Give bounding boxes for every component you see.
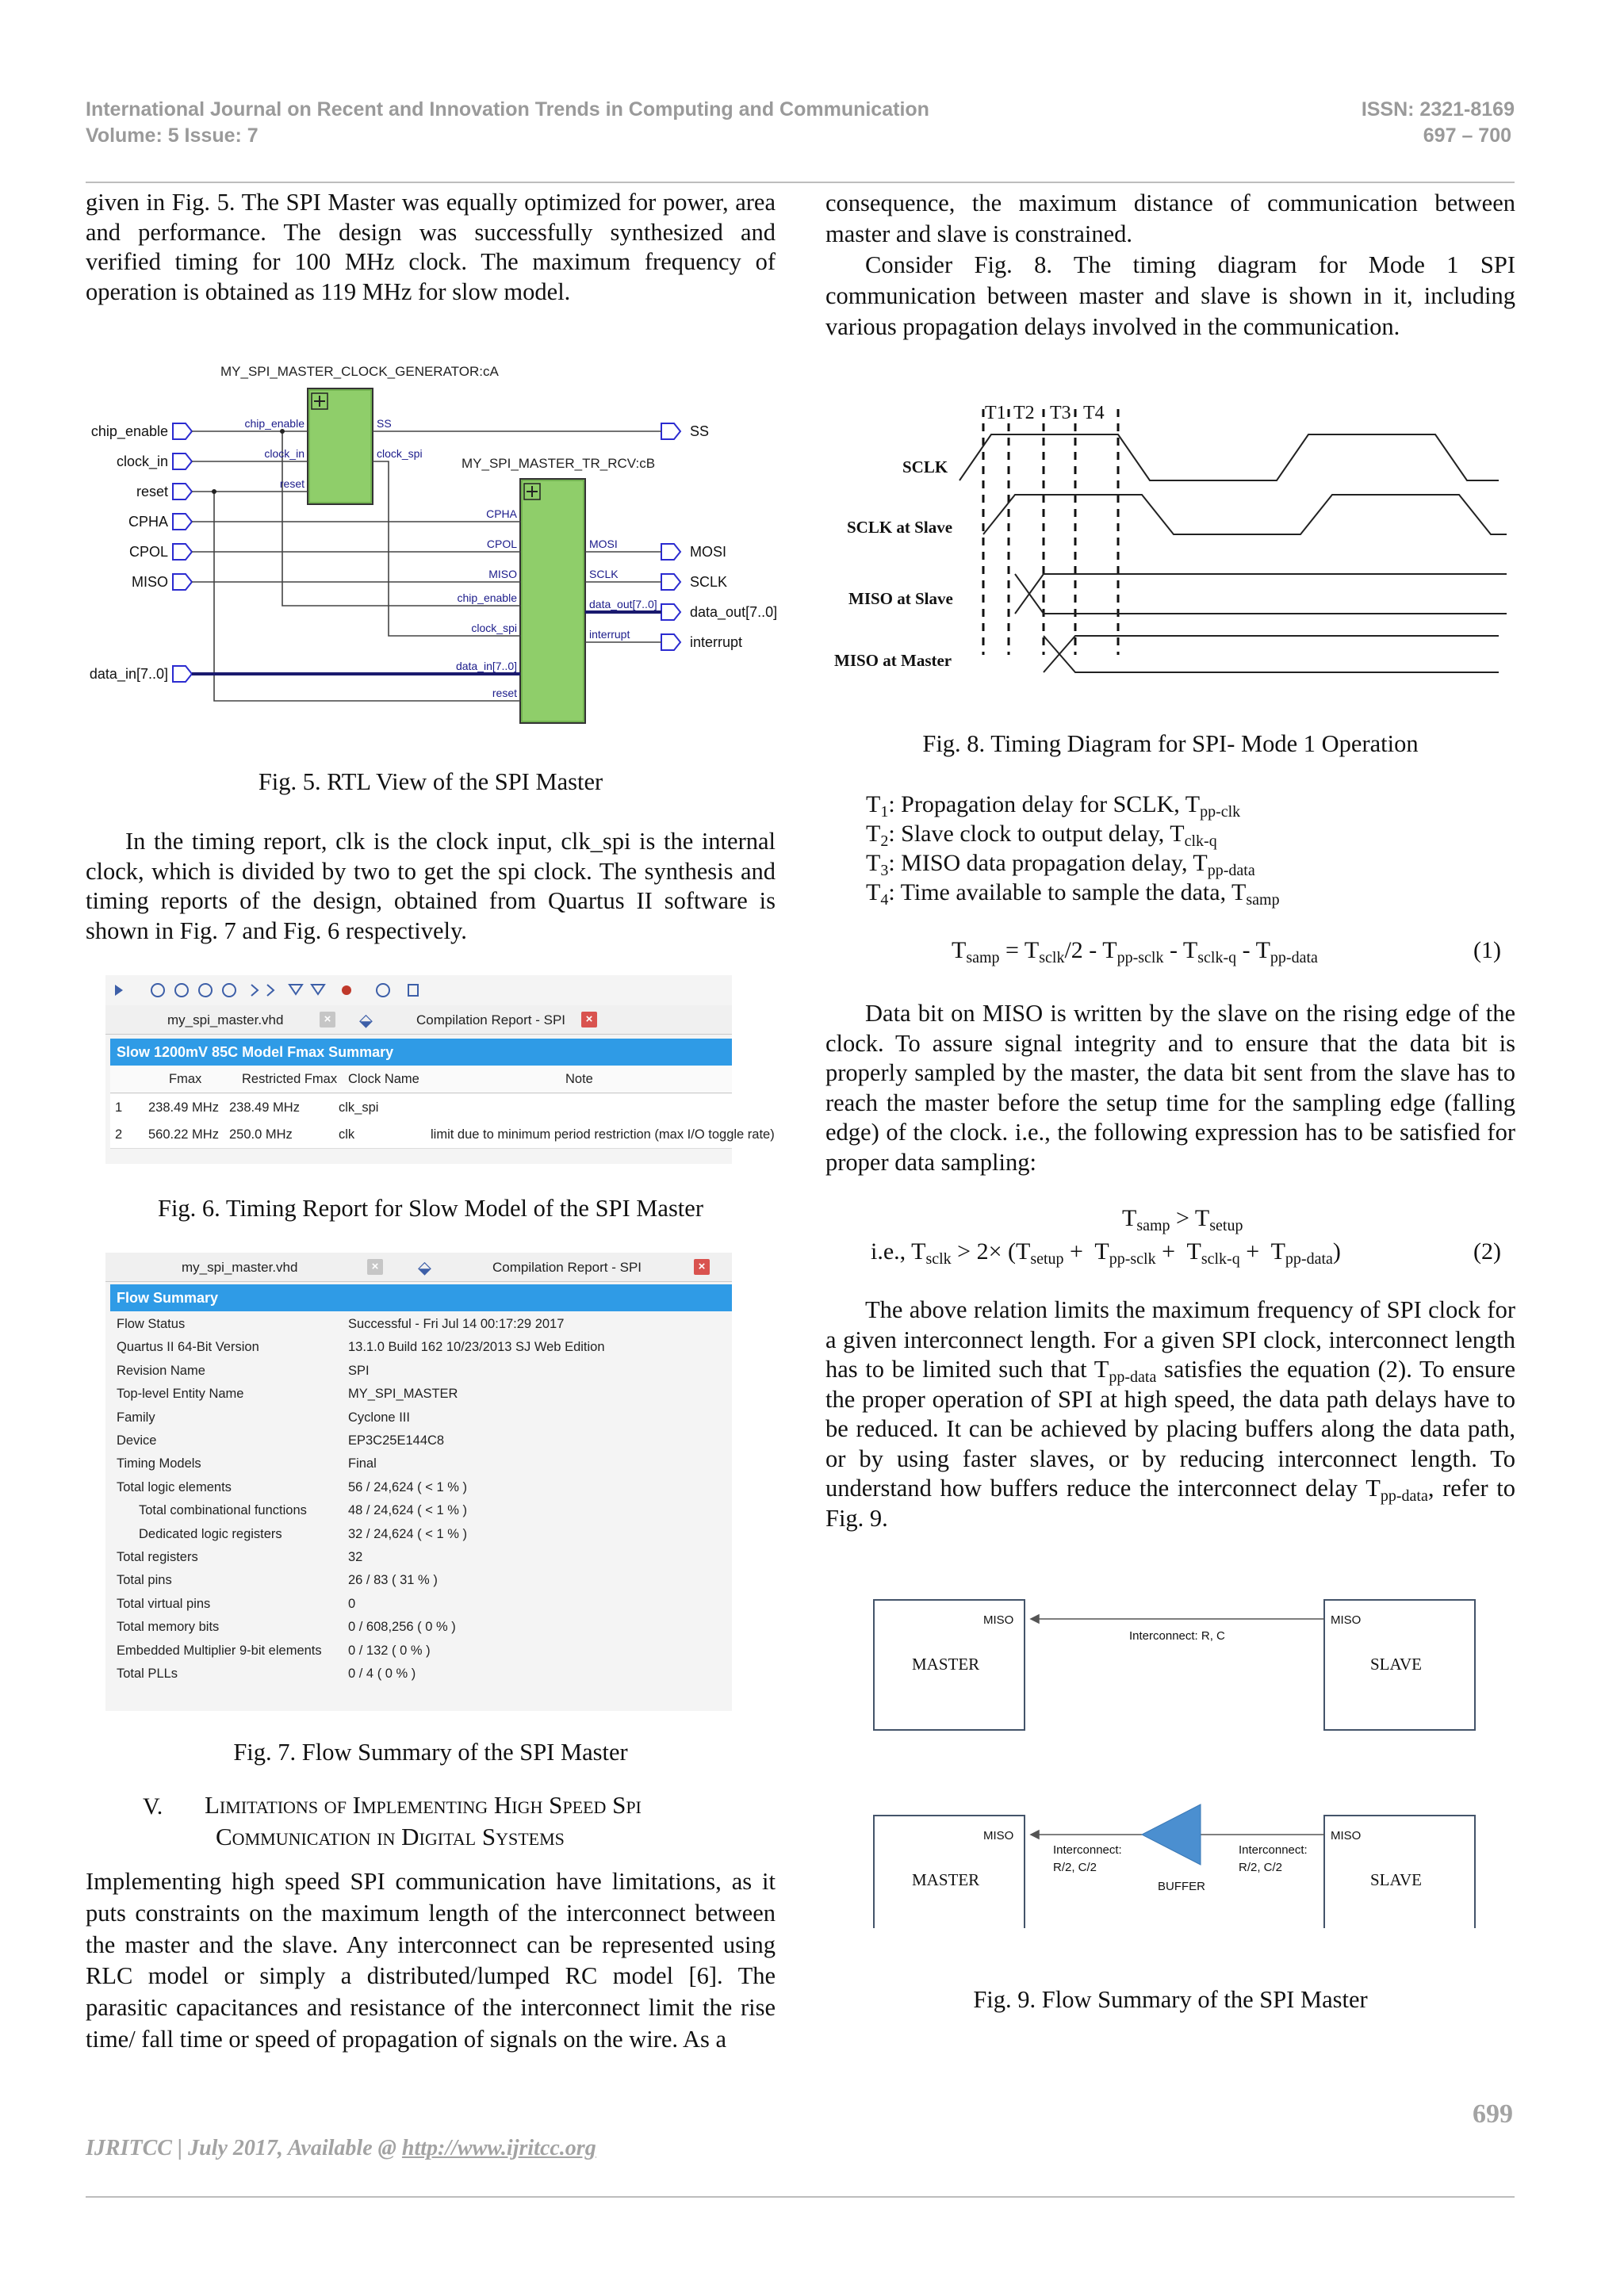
table-row[interactable] [110,1406,732,1429]
signal-sclk-slave: SCLK at Slave [847,518,953,537]
slave-label-buffered: SLAVE [1370,1870,1422,1889]
row-key: Flow Status [117,1317,186,1331]
pin-miso: MISO [131,574,168,590]
buffer-label: BUFFER [1158,1880,1205,1893]
pin-reset: reset [136,484,168,499]
miso-label: MISO [983,1613,1014,1627]
b2-port-cpol: CPOL [486,538,517,550]
row-value: 32 [348,1550,363,1564]
row-key: Top-level Entity Name [117,1387,244,1402]
table-row[interactable] [110,1452,732,1475]
b1-port-clock-in: clock_in [264,447,304,460]
b1-port-chip-enable: chip_enable [244,417,304,430]
pin-sclk: SCLK [690,574,728,590]
equation-1: $T_{samp} = T_{sclk}/2 - T_{pp-sclk} - T_{sclk-q} - T_{pp-data}$ [952,937,1318,966]
signal-miso-master: MISO at Master [834,651,952,670]
fig6-caption: Fig. 6. Timing Report for Slow Model of the SPI Master [158,1195,703,1222]
signal-miso-slave: MISO at Slave [848,589,953,608]
issn: ISSN: 2321-8169 [1361,98,1515,121]
table-row[interactable] [110,1663,732,1686]
table-row[interactable]: 1 238.49 MHz 238.49 MHz clk_spi [110,1094,732,1122]
t4-label: T4 [1083,403,1105,423]
page-number: 699 [1473,2099,1513,2129]
col-note: Note [565,1072,593,1086]
toolbar [109,978,458,1002]
table-row[interactable] [110,1476,732,1499]
table-row[interactable] [110,1360,732,1383]
row-value: Final [348,1456,377,1471]
footer-rule [86,2196,1515,2198]
fig7-caption: Fig. 7. Flow Summary of the SPI Master [233,1739,628,1766]
slave-label: SLAVE [1370,1655,1422,1674]
fig6-table-header [110,1066,732,1093]
table-row[interactable] [110,1593,732,1616]
interconnect-label: Interconnect: R, C [1129,1629,1225,1643]
col-restricted-fmax: Restricted Fmax [242,1072,338,1086]
table-row[interactable] [110,1429,732,1452]
row-value: 56 / 24,624 ( < 1 % ) [348,1479,467,1494]
col-fmax: Fmax [169,1072,202,1086]
pin-data-out: data_out[7..0] [690,604,778,620]
t2-label: T2 [1013,403,1035,423]
fig7-tabbar [105,1253,732,1282]
def-t2: $T_2$: Slave clock to output delay, $T_{clk-q}$ [866,821,1217,850]
interconnect-half-value: R/2, C/2 [1053,1861,1097,1874]
table-row[interactable] [110,1569,732,1592]
b2-port-clock-spi: clock_spi [471,622,517,634]
pin-ss: SS [690,423,710,439]
fig6-table-title: Slow 1200mV 85C Model Fmax Summary [110,1039,732,1066]
tab-vhd-file[interactable]: my_spi_master.vhd [182,1260,298,1275]
interconnect-half-label: Interconnect: [1239,1843,1308,1857]
fig9-interconnect-diagram [869,1595,1480,1928]
row-key: Total virtual pins [117,1596,211,1611]
table-row[interactable] [110,1523,732,1546]
b2-port-cpha: CPHA [486,507,517,520]
fig8-timing-diagram [833,401,1515,702]
row-key: Dedicated logic registers [139,1526,282,1541]
row-value: 32 / 24,624 ( < 1 % ) [348,1526,467,1541]
pin-cpol: CPOL [128,544,168,560]
row-value: 13.1.0 Build 162 10/23/2013 SJ Web Edition [348,1340,605,1355]
row-value: SPI [348,1363,370,1378]
row-key: Timing Models [117,1456,201,1471]
row-key: Total pins [117,1573,172,1588]
report-icon: ⬙ [418,1257,431,1277]
block1-title: MY_SPI_MASTER_CLOCK_GENERATOR:cA [220,364,499,379]
row-key: Total combinational functions [139,1503,307,1518]
close-icon[interactable]: × [320,1012,335,1027]
tab-vhd-file[interactable]: my_spi_master.vhd [167,1012,284,1027]
row-value: Cyclone III [348,1410,410,1425]
b1-port-reset: reset [279,477,304,490]
pin-chip-enable: chip_enable [90,423,168,439]
left-timing-paragraph: In the timing report, clk is the clock input, clk_spi is the internal clock, which is divided by two to get the spi clock. The synthesis and timing reports of the design, obtained from Quartus II software is shown in Fig. 7 and Fig. 6 respectively. [86,828,776,944]
pin-clock-in: clock_in [116,453,168,469]
master-label: MASTER [912,1655,980,1674]
header-rule [86,182,1515,183]
footer-left: IJRITCC | July 2017, Available @ http://www.ijritcc.org [86,2136,596,2160]
row-key: Device [117,1433,157,1448]
table-row[interactable]: 2 560.22 MHz 250.0 MHz clk limit due to minimum period restriction (max I/O toggle rate) [110,1121,732,1149]
fig7-flow-summary [105,1253,732,1711]
right-intro-paragraph: consequence, the maximum distance of communication between master and slave is constrained. Consider Fig. 8. The timing diagram for Mode 1 SPI communication between master and slave is shown in it, including various propagation delays involved in the communication. [825,189,1515,340]
row-key: Family [117,1410,155,1425]
row-value: MY_SPI_MASTER [348,1387,458,1402]
journal-title: International Journal on Recent and Innovation Trends in Computing and Communication [86,98,929,121]
def-t4: $T_4$: Time available to sample the data, $T_{samp}$ [866,879,1280,909]
t3-label: T3 [1050,403,1071,423]
close-icon[interactable]: × [367,1259,383,1275]
signal-sclk: SCLK [902,457,948,476]
section-number: V. [143,1793,163,1820]
row-value: 0 / 132 ( 0 % ) [348,1643,431,1658]
row-value: 0 / 608,256 ( 0 % ) [348,1620,456,1635]
fig7-table-title: Flow Summary [110,1284,732,1311]
volume-issue: Volume: 5 Issue: 7 [86,124,259,147]
table-row[interactable] [110,1546,732,1569]
fig9-caption: Fig. 9. Flow Summary of the SPI Master [973,1986,1368,2013]
row-key: Total memory bits [117,1620,220,1635]
footer-link[interactable]: http://www.ijritcc.org [401,2136,596,2160]
tab-compilation-report[interactable]: Compilation Report - SPI [492,1260,642,1275]
miso-label: MISO [1331,1613,1362,1627]
row-value: 0 [348,1596,356,1611]
row-key: Quartus II 64-Bit Version [117,1340,259,1355]
close-icon[interactable]: × [694,1259,710,1275]
fig6-timing-report [105,975,775,1164]
row-value: 48 / 24,624 ( < 1 % ) [348,1503,467,1518]
fig6-tabbar [105,1005,732,1035]
master-label-buffered: MASTER [912,1870,980,1889]
equation-2-number: (2) [1473,1238,1501,1265]
equation-2-line1: $T_{samp} > T_{setup}$ [1122,1205,1243,1234]
interconnect-half-value: R/2, C/2 [1239,1861,1283,1874]
def-t1: $T_1$: Propagation delay for SCLK, $T_{pp-clk}$ [866,791,1241,821]
report-icon: ⬙ [359,1010,373,1030]
interconnect-half-label: Interconnect: [1053,1843,1122,1857]
b2-port-data-in: data_in[7..0] [455,660,517,672]
b2-port-chip-enable: chip_enable [457,591,517,604]
table-row[interactable] [110,1499,732,1522]
fig5-caption: Fig. 5. RTL View of the SPI Master [258,768,603,795]
b2-port-miso: MISO [488,568,517,580]
right-sampling-paragraph: Data bit on MISO is written by the slave on the rising edge of the clock. To assure signal integrity and to ensure that the data bit is properly sampled by the master, the data bit sent from the slave has to reach the master before the setup time for the sampling edge (falling edge) of the clock. i.e., the following expression has to be satisfied for proper data sampling: [825,1000,1515,1176]
table-row[interactable] [110,1616,732,1639]
miso-label: MISO [983,1829,1014,1843]
fig7-table-body [105,1313,732,1690]
def-t3: $T_3$: MISO data propagation delay, $T_{pp-data}$ [866,850,1255,879]
left-limitations-paragraph: Implementing high speed SPI communication have limitations, as it puts constraints on the maximum length of the interconnect between the master and the slave. Any interconnect can be represented using RLC model or simply a distributed/lumped RC model [6]. The parasitic capacitances and resistance of the interconnect limit the rise time/ fall time or speed of propagation of signals on the wire. As a [86,1868,776,2053]
row-key: Embedded Multiplier 9-bit elements [117,1643,322,1658]
tab-compilation-report[interactable]: Compilation Report - SPI [416,1012,566,1027]
b2-port-reset: reset [492,687,517,699]
section-title-line2: Communication in Digital Systems [216,1823,565,1850]
equation-1-number: (1) [1473,937,1501,963]
b1-port-ss: SS [377,417,392,430]
right-interconnect-paragraph: The above relation limits the maximum frequency of SPI clock for a given interconnect length. For a given SPI clock, interconnect length has to be limited such that $T_{pp-data}$ satisfies the equation (2). To ensure the proper operation of SPI at high speed, the data path delays have to be reduced. It can be achieved by placing buffers along the data path, or by using faster slaves, or by reducing interconnect length. To understand how buffers reduce the interconnect delay $T_{pp-data}$, refer to Fig. 9. [825,1296,1515,1532]
pin-interrupt: interrupt [690,634,743,650]
page-range: 697 – 700 [1423,124,1511,147]
table-row[interactable] [110,1383,732,1406]
pin-mosi: MOSI [690,544,727,560]
block2-title: MY_SPI_MASTER_TR_RCV:cB [462,456,656,471]
b2-port-data-out: data_out[7..0] [589,598,657,610]
row-value: 0 / 4 ( 0 % ) [348,1667,416,1681]
pin-data-in: data_in[7..0] [89,666,168,682]
table-row[interactable] [110,1336,732,1359]
table-row[interactable] [110,1640,732,1663]
row-value: EP3C25E144C8 [348,1433,445,1448]
equation-2-line2: i.e., $T_{sclk} > 2\times (T_{setup} + T_{pp-sclk} + T_{sclk-q} + T_{pp-data})$ [871,1238,1341,1268]
col-clock-name: Clock Name [348,1072,419,1086]
close-icon[interactable]: × [581,1012,597,1027]
section-title-line1: Limitations of Implementing High Speed Spi [205,1791,642,1819]
row-key: Total PLLs [117,1667,178,1681]
b2-port-mosi: MOSI [589,538,618,550]
b2-port-sclk: SCLK [589,568,619,580]
miso-label: MISO [1331,1829,1362,1843]
table-row[interactable] [110,1313,732,1336]
row-key: Revision Name [117,1363,205,1378]
pin-cpha: CPHA [128,514,168,530]
fig5-rtl-diagram [87,355,785,736]
left-intro-paragraph: given in Fig. 5. The SPI Master was equally optimized for power, area and performance. The design was successfully synthesized and verified timing for 100 MHz clock. The maximum frequency of operation is obtained as 119 MHz for slow model. [86,189,776,305]
fig8-caption: Fig. 8. Timing Diagram for SPI- Mode 1 Operation [922,730,1419,757]
row-key: Total logic elements [117,1479,232,1494]
row-key: Total registers [117,1550,198,1564]
b1-port-clock-spi: clock_spi [377,447,423,460]
b2-port-interrupt: interrupt [589,628,630,641]
row-value: 26 / 83 ( 31 % ) [348,1573,438,1588]
t1-label: T1 [985,403,1006,423]
row-value: Successful - Fri Jul 14 00:17:29 2017 [348,1317,565,1331]
